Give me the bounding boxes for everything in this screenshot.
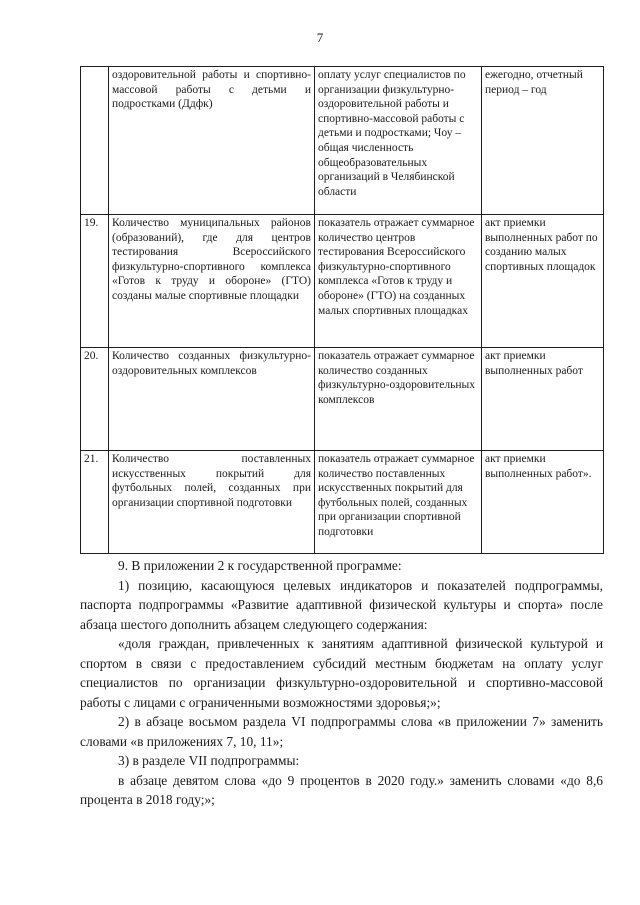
amendment-text bbox=[80, 556, 603, 810]
paragraph: 2) в абзаце восьмом раздела VI подпрограммы слова «в приложении 7» заменить словами «в приложениях 7, 10, 11»; bbox=[80, 714, 603, 749]
table-row bbox=[81, 348, 604, 451]
page-number: 7 bbox=[316, 30, 324, 45]
row-number: 19. bbox=[81, 215, 109, 348]
indicator-source: акт приемки выполненных работ по созданию малых спортивных площадок bbox=[482, 215, 604, 348]
row-number: 20. bbox=[81, 348, 109, 451]
table-row bbox=[81, 215, 604, 348]
indicator-source: акт приемки выполненных работ». bbox=[482, 451, 604, 554]
indicators-table bbox=[80, 66, 604, 554]
paragraph: 9. В приложении 2 к государственной программе: bbox=[118, 558, 402, 573]
paragraph: 1) позицию, касающуюся целевых индикаторов и показателей подпрограммы, паспорта подпрограммы «Развитие адаптивной физической культуры и спорта» после абзаца шестого дополнить абзацем следующего содержания: bbox=[80, 577, 603, 632]
indicator-name: оздоровительной работы и спортивно-массовой работы с детьми и подростками (Ддфк) bbox=[109, 67, 315, 215]
row-number: 21. bbox=[81, 451, 109, 554]
row-number bbox=[81, 67, 109, 215]
indicator-name: Количество муниципальных районов (образований), где для центров тестирования Всероссийского физкультурно-спортивного комплекса «Готов к труду и обороне» (ГТО) созданы малые спортивные площадки bbox=[109, 215, 315, 348]
paragraph: 3) в разделе VII подпрограммы: bbox=[118, 753, 300, 768]
indicator-description: показатель отражает суммарное количество созданных физкультурно-оздоровительных комплексов bbox=[315, 348, 482, 451]
indicator-description: оплату услуг специалистов по организации физкультурно-оздоровительной работы и спортивно-массовой работы с детьми и подростками; Чоу – общая численность общеобразовательных организаций в Челябинской области bbox=[315, 67, 482, 215]
table-row bbox=[81, 67, 604, 215]
indicator-source: ежегодно, отчетный период – год bbox=[482, 67, 604, 215]
paragraph: в абзаце девятом слова «до 9 процентов в 2020 году.» заменить словами «до 8,6 процента в 2018 году;»; bbox=[80, 772, 603, 807]
indicator-source: акт приемки выполненных работ bbox=[482, 348, 604, 451]
indicator-name: Количество созданных физкультурно-оздоровительных комплексов bbox=[109, 348, 315, 451]
indicator-name: Количество поставленных искусственных покрытий для футбольных полей, созданных при организации спортивной подготовки bbox=[109, 451, 315, 554]
indicator-description: показатель отражает суммарное количество центров тестирования Всероссийского физкультурно-спортивного комплекса «Готов к труду и обороне» (ГТО) на созданных малых спортивных площадках bbox=[315, 215, 482, 348]
table-row bbox=[81, 451, 604, 554]
paragraph: «доля граждан, привлеченных к занятиям адаптивной физической культурой и спортом в связи с предоставлением субсидий местным бюджетам на оплату услуг специалистов по организации физкультурно-оздоровительной и спортивно-массовой работы с лицами с ограниченными возможностями здоровья;»; bbox=[80, 636, 603, 710]
indicator-description: показатель отражает суммарное количество поставленных искусственных покрытий для футбольных полей, созданных при организации спортивной подготовки bbox=[315, 451, 482, 554]
